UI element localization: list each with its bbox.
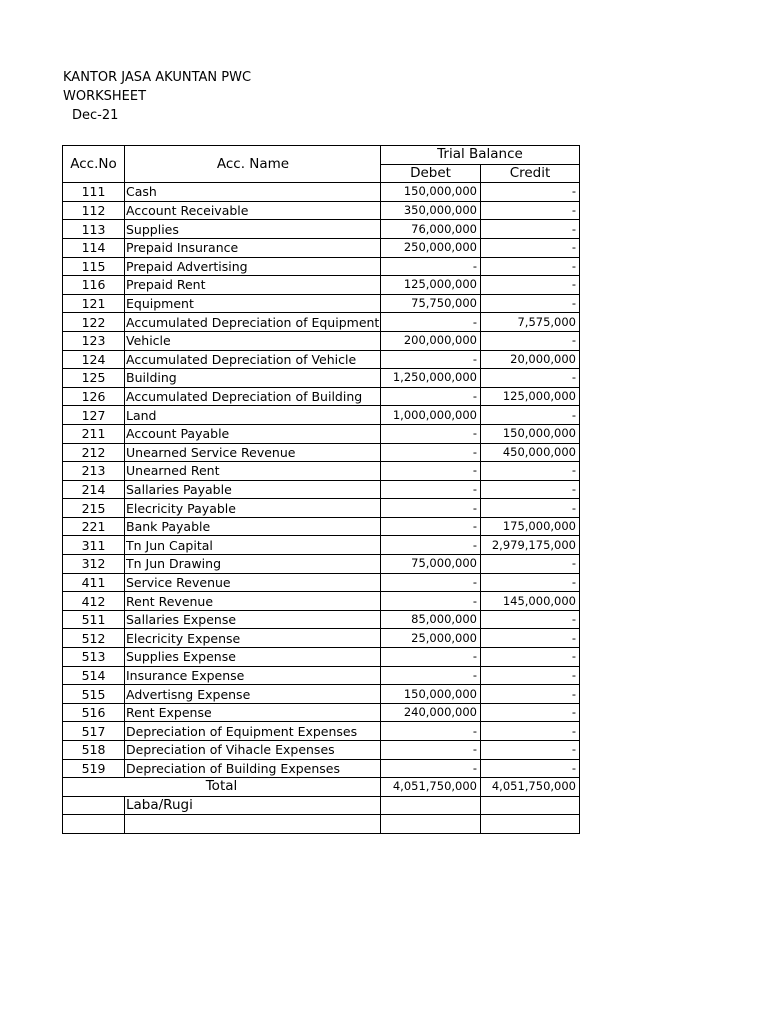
acc-name-cell: Sallaries Expense [125,610,381,629]
account-row [63,666,580,685]
account-row [63,313,580,332]
account-row [63,183,580,202]
acc-name-cell: Insurance Expense [125,666,381,685]
acc-no-cell: 512 [63,629,125,648]
acc-name-cell: Supplies [125,220,381,239]
credit-cell: - [481,648,580,667]
worksheet-period: Dec-21 [72,108,119,123]
credit-cell: 145,000,000 [481,592,580,611]
total-debet: 4,051,750,000 [381,778,481,797]
credit-cell: - [481,238,580,257]
acc-no-cell: 519 [63,759,125,778]
acc-name-cell: Unearned Rent [125,462,381,481]
credit-cell: - [481,462,580,481]
debet-cell: - [381,462,481,481]
acc-name-cell: Accumulated Depreciation of Building [125,387,381,406]
acc-name-cell: Rent Revenue [125,592,381,611]
account-row [63,573,580,592]
worksheet-header [63,68,251,125]
debet-cell: 1,250,000,000 [381,369,481,388]
acc-name-cell: Supplies Expense [125,648,381,667]
acc-no-cell: 121 [63,294,125,313]
account-row [63,201,580,220]
credit-cell: 150,000,000 [481,424,580,443]
account-row [63,238,580,257]
credit-cell: - [481,722,580,741]
debet-cell: - [381,499,481,518]
acc-name-cell: Depreciation of Building Expenses [125,759,381,778]
header-acc-name: Acc. Name [125,146,381,183]
debet-cell: - [381,573,481,592]
credit-cell: - [481,499,580,518]
credit-cell: - [481,406,580,425]
header-acc-no: Acc.No [63,146,125,183]
acc-name-cell: Tn Jun Drawing [125,555,381,574]
acc-name-cell: Advertisng Expense [125,685,381,704]
acc-name-cell: Cash [125,183,381,202]
credit-cell: - [481,480,580,499]
debet-cell: - [381,257,481,276]
account-row [63,685,580,704]
debet-cell: 1,000,000,000 [381,406,481,425]
account-row [63,443,580,462]
acc-no-cell: 514 [63,666,125,685]
debet-cell: 125,000,000 [381,276,481,295]
acc-no-cell: 116 [63,276,125,295]
debet-cell: - [381,648,481,667]
acc-name-cell: Building [125,369,381,388]
credit-cell: - [481,220,580,239]
account-row [63,741,580,760]
acc-name-cell: Depreciation of Vihacle Expenses [125,741,381,760]
credit-cell: - [481,759,580,778]
credit-cell: 175,000,000 [481,517,580,536]
total-row [63,778,580,797]
acc-name-cell: Accumulated Depreciation of Equipment [126,314,380,330]
empty-row [63,815,580,834]
laba-rugi-no [63,796,125,815]
header-credit: Credit [481,164,580,183]
credit-cell: 20,000,000 [481,350,580,369]
account-row [63,257,580,276]
acc-name-cell: Bank Payable [125,517,381,536]
debet-cell: 350,000,000 [381,201,481,220]
acc-name-cell: Account Receivable [125,201,381,220]
credit-cell: - [481,685,580,704]
acc-no-cell: 125 [63,369,125,388]
account-row [63,406,580,425]
account-row [63,610,580,629]
account-row [63,648,580,667]
credit-cell: - [481,183,580,202]
empty-cell [125,815,381,834]
credit-cell: - [481,331,580,350]
debet-cell: - [381,517,481,536]
acc-no-cell: 211 [63,424,125,443]
acc-no-cell: 513 [63,648,125,667]
acc-no-cell: 412 [63,592,125,611]
acc-name-cell: Rent Expense [125,703,381,722]
account-rows [63,183,580,778]
debet-cell: 150,000,000 [381,183,481,202]
account-row [63,517,580,536]
acc-name-cell: Equipment [125,294,381,313]
account-row [63,294,580,313]
credit-cell: - [481,201,580,220]
acc-name-cell: Accumulated Depreciation of Vehicle [125,350,381,369]
debet-cell: - [381,313,481,332]
debet-cell: - [381,722,481,741]
debet-cell: 25,000,000 [381,629,481,648]
credit-cell: - [481,555,580,574]
total-label: Total [63,778,381,797]
acc-name-cell: Depreciation of Equipment Expenses [125,722,381,741]
credit-cell: - [481,369,580,388]
empty-cell [381,815,481,834]
account-row [63,703,580,722]
laba-rugi-credit [481,796,580,815]
acc-no-cell: 214 [63,480,125,499]
acc-no-cell: 511 [63,610,125,629]
debet-cell: 85,000,000 [381,610,481,629]
credit-cell: - [481,629,580,648]
debet-cell: - [381,536,481,555]
account-row [63,350,580,369]
acc-no-cell: 113 [63,220,125,239]
acc-no-cell: 124 [63,350,125,369]
account-row [63,369,580,388]
credit-cell: 125,000,000 [481,387,580,406]
credit-cell: - [481,741,580,760]
account-row [63,462,580,481]
debet-cell: 75,000,000 [381,555,481,574]
debet-cell: - [381,480,481,499]
credit-cell: 450,000,000 [481,443,580,462]
acc-no-cell: 126 [63,387,125,406]
debet-cell: - [381,424,481,443]
debet-cell: 200,000,000 [381,331,481,350]
debet-cell: - [381,759,481,778]
acc-no-cell: 517 [63,722,125,741]
acc-no-cell: 111 [63,183,125,202]
laba-rugi-row [63,796,580,815]
acc-no-cell: 115 [63,257,125,276]
acc-name-cell: Tn Jun Capital [125,536,381,555]
company-name: KANTOR JASA AKUNTAN PWC [63,70,252,85]
acc-no-cell: 112 [63,201,125,220]
credit-cell: - [481,666,580,685]
laba-rugi-debet [381,796,481,815]
acc-name-cell: Unearned Service Revenue [125,443,381,462]
account-row [63,276,580,295]
worksheet-title: WORKSHEET [63,89,147,104]
acc-no-cell: 516 [63,703,125,722]
credit-cell: - [481,294,580,313]
empty-cell [63,815,125,834]
empty-cell [481,815,580,834]
credit-cell: - [481,257,580,276]
acc-name-cell: Land [125,406,381,425]
credit-cell: - [481,703,580,722]
acc-no-cell: 215 [63,499,125,518]
acc-no-cell: 212 [63,443,125,462]
header-trial-balance: Trial Balance [381,146,580,165]
account-row [63,555,580,574]
acc-name-cell: Prepaid Insurance [125,238,381,257]
credit-cell: - [481,573,580,592]
acc-no-cell: 123 [63,331,125,350]
credit-cell: - [481,276,580,295]
acc-no-cell: 518 [63,741,125,760]
account-row [63,629,580,648]
acc-name-cell: Elecricity Expense [125,629,381,648]
debet-cell: 75,750,000 [381,294,481,313]
acc-no-cell: 122 [63,313,125,332]
credit-cell: - [481,610,580,629]
acc-no-cell: 127 [63,406,125,425]
acc-no-cell: 515 [63,685,125,704]
acc-name-cell: Account Payable [125,424,381,443]
header-debet: Debet [381,164,481,183]
acc-name-cell: Prepaid Rent [125,276,381,295]
total-credit: 4,051,750,000 [481,778,580,797]
account-row [63,592,580,611]
credit-cell: 2,979,175,000 [481,536,580,555]
acc-name-cell: Elecricity Payable [125,499,381,518]
acc-no-cell: 312 [63,555,125,574]
account-row [63,331,580,350]
account-row [63,387,580,406]
debet-cell: - [381,387,481,406]
account-row [63,220,580,239]
account-row [63,722,580,741]
debet-cell: - [381,443,481,462]
acc-no-cell: 114 [63,238,125,257]
debet-cell: - [381,741,481,760]
acc-no-cell: 221 [63,517,125,536]
acc-name-cell: Prepaid Advertising [125,257,381,276]
laba-rugi-label: Laba/Rugi [125,796,381,815]
worksheet-table [62,145,580,834]
acc-name-cell: Service Revenue [125,573,381,592]
account-row [63,499,580,518]
debet-cell: - [381,350,481,369]
acc-name-cell: Sallaries Payable [125,480,381,499]
account-row [63,536,580,555]
debet-cell: - [381,592,481,611]
acc-no-cell: 213 [63,462,125,481]
debet-cell: 250,000,000 [381,238,481,257]
account-row [63,759,580,778]
acc-no-cell: 311 [63,536,125,555]
debet-cell: 240,000,000 [381,703,481,722]
account-row [63,424,580,443]
debet-cell: 76,000,000 [381,220,481,239]
acc-no-cell: 411 [63,573,125,592]
acc-name-cell: Vehicle [125,331,381,350]
debet-cell: 150,000,000 [381,685,481,704]
account-row [63,480,580,499]
debet-cell: - [381,666,481,685]
credit-cell: 7,575,000 [481,313,580,332]
